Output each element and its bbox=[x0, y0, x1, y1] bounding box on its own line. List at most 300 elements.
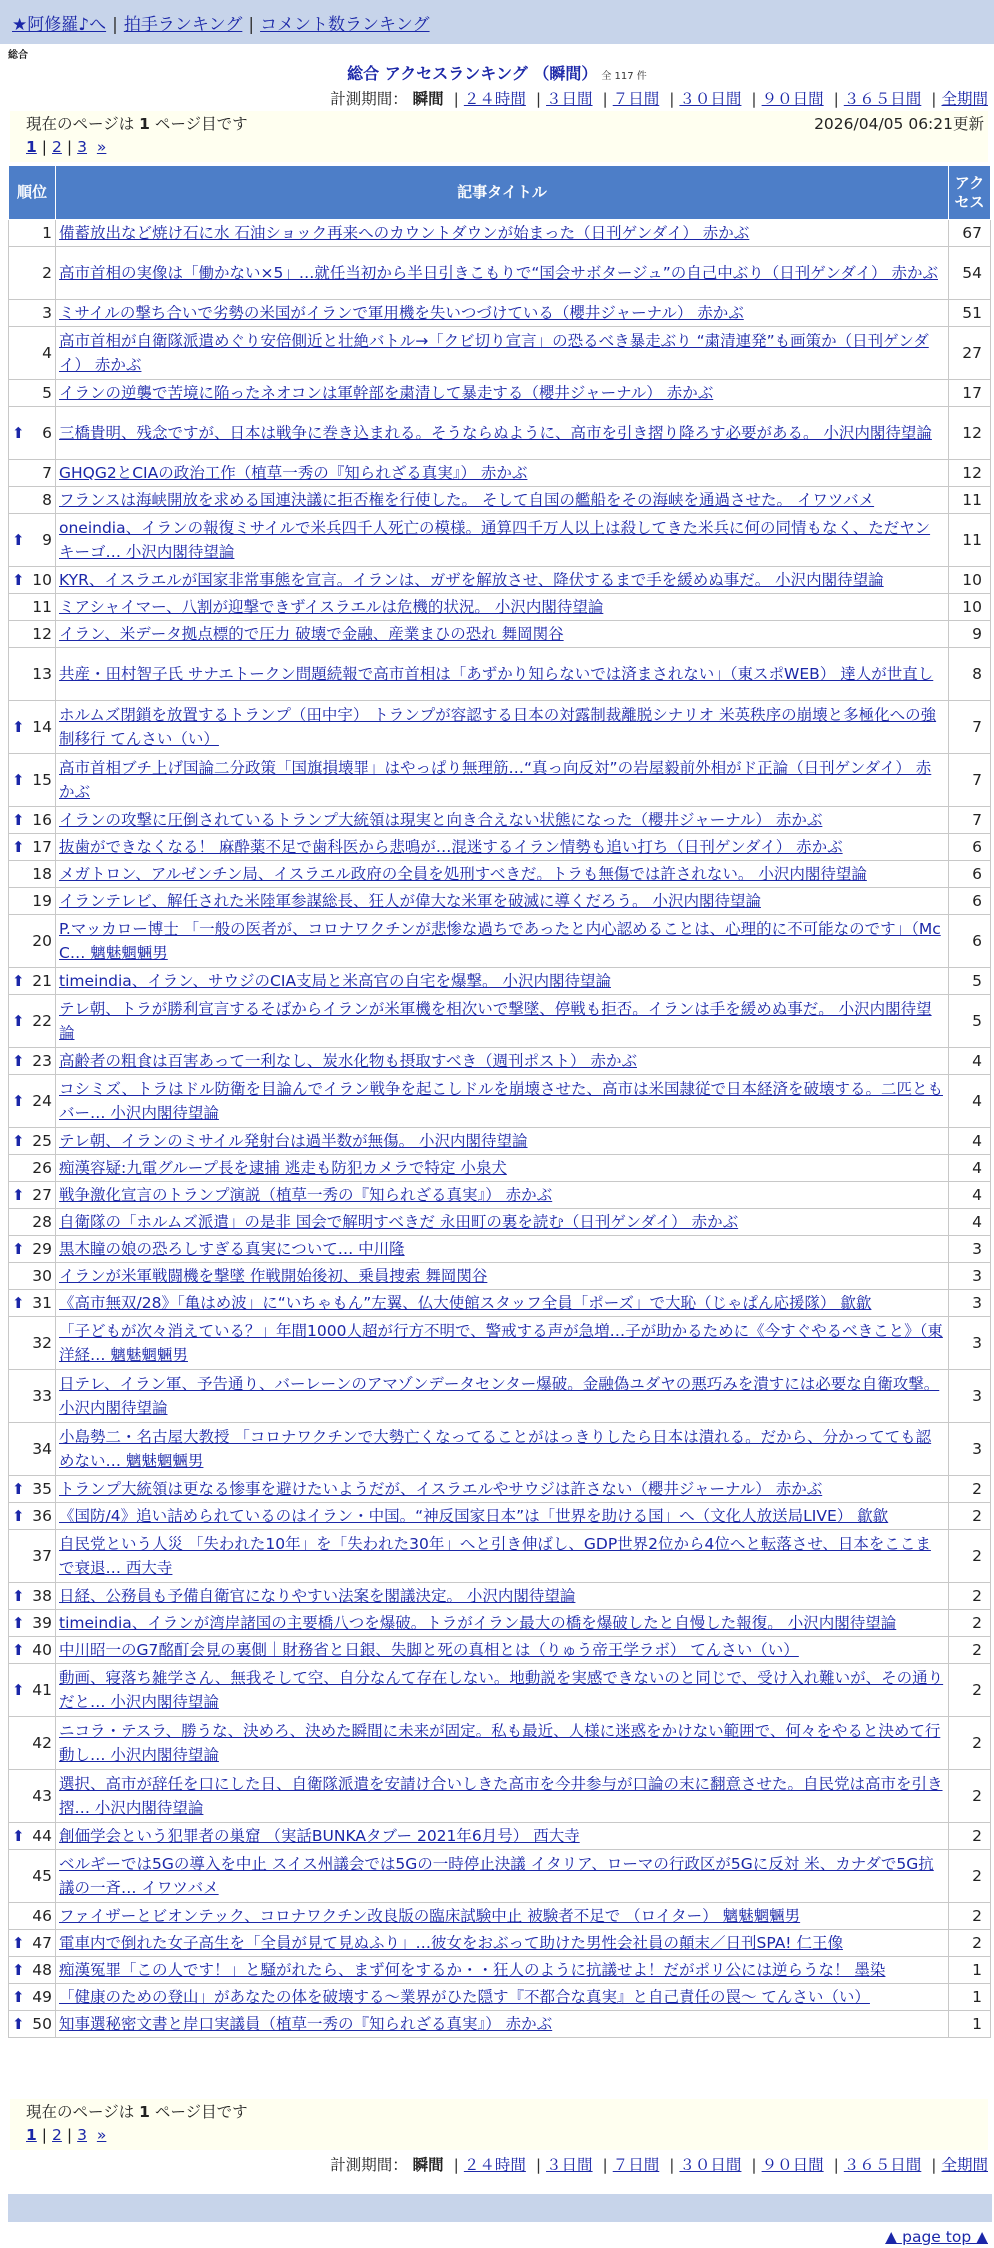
access-count: 2 bbox=[949, 1610, 991, 1637]
article-link[interactable]: 高市首相の実像は「働かない×5」…就任当初から半日引きこもりで“国会サボタージュ”の自己中ぶり（日刊ゲンダイ） 赤かぶ bbox=[59, 264, 938, 282]
rank-cell bbox=[9, 1583, 56, 1610]
rank-number: 29 bbox=[32, 1240, 52, 1258]
up-arrow-icon: ⬆ bbox=[12, 1961, 25, 1979]
access-count: 4 bbox=[949, 1155, 991, 1182]
up-arrow-icon: ⬆ bbox=[12, 1092, 25, 1110]
top-nav-bar bbox=[0, 0, 994, 44]
article-link[interactable]: ミサイルの撃ち合いで劣勢の米国がイランで軍用機を失いつづけている（櫻井ジャーナル） 赤かぶ bbox=[59, 304, 744, 322]
article-link[interactable]: ベルギーでは5Gの導入を中止 スイス州議会では5Gの一時停止決議 イタリア、ローマの行政区が5Gに反対 米、カナダで5G抗議の一斉… イワツバメ bbox=[59, 1855, 934, 1897]
up-arrow-icon: ⬆ bbox=[12, 424, 25, 442]
table-row bbox=[9, 1957, 991, 1984]
rank-number: 48 bbox=[32, 1961, 52, 1979]
title-cell bbox=[56, 1182, 949, 1209]
access-count: 2 bbox=[949, 1823, 991, 1850]
title-cell bbox=[56, 594, 949, 621]
table-row bbox=[9, 1290, 991, 1317]
rank-cell bbox=[9, 1503, 56, 1530]
period-all[interactable]: 全期間 bbox=[941, 2156, 988, 2174]
access-count: 1 bbox=[949, 1957, 991, 1984]
title-cell bbox=[56, 487, 949, 514]
title-cell bbox=[56, 407, 949, 460]
article-link[interactable]: テレ朝、トラが勝利宣言するそばからイランが米軍機を相次いで撃墜、停戦も拒否。イランは手を緩めぬ事だ。 小沢内閣待望論 bbox=[59, 1000, 932, 1042]
access-count: 3 bbox=[949, 1370, 991, 1423]
rank-cell bbox=[9, 460, 56, 487]
article-link[interactable]: 自衛隊の「ホルムズ派遣」の是非 国会で解明すべきだ 永田町の裏を読む（日刊ゲンダイ） 赤かぶ bbox=[59, 1213, 739, 1231]
rank-number: 7 bbox=[42, 464, 52, 482]
rank-number: 28 bbox=[32, 1213, 52, 1231]
rank-cell bbox=[9, 594, 56, 621]
applause-ranking-link[interactable]: 拍手ランキング bbox=[123, 15, 243, 35]
period-all[interactable]: 全期間 bbox=[941, 90, 988, 108]
table-row bbox=[9, 220, 991, 247]
rank-number: 20 bbox=[32, 932, 52, 950]
article-link[interactable]: 「子どもが次々消えている？」年間1000人超が行方不明で、警戒する声が急増…子が助かるために《今すぐやるべきこと》（東洋経… 魑魅魍魎男 bbox=[59, 1322, 943, 1364]
up-arrow-icon: ⬆ bbox=[12, 571, 25, 589]
table-row bbox=[9, 754, 991, 807]
title-cell bbox=[56, 1075, 949, 1128]
title-cell bbox=[56, 1664, 949, 1717]
article-link[interactable]: 戦争激化宣言のトランプ演説（植草一秀の『知られざる真実』） 赤かぶ bbox=[59, 1186, 553, 1204]
rank-number: 14 bbox=[32, 718, 52, 736]
category-label: 総合 bbox=[8, 50, 28, 61]
rank-cell bbox=[9, 1903, 56, 1930]
rank-number: 45 bbox=[32, 1867, 52, 1885]
table-row bbox=[9, 995, 991, 1048]
ranking-title: 総合 アクセスランキング （瞬間） bbox=[347, 64, 598, 83]
rank-cell bbox=[9, 754, 56, 807]
article-link[interactable]: oneindia、イランの報復ミサイルで米兵四千人死亡の模様。通算四千万人以上は殺してきた米兵に何の同情もなく、ただヤンキーゴ… 小沢内閣待望論 bbox=[59, 519, 931, 561]
header-count: アクセス bbox=[949, 166, 991, 220]
rank-number: 23 bbox=[32, 1052, 52, 1070]
table-row bbox=[9, 888, 991, 915]
article-link[interactable]: 「健康のための登山」があなたの体を破壊する〜業界がひた隠す『不都合な真実』と自己責任の罠〜 てんさい（い） bbox=[59, 1988, 870, 2006]
access-count: 1 bbox=[949, 1984, 991, 2011]
table-row bbox=[9, 1610, 991, 1637]
period-24h[interactable]: ２４時間 bbox=[463, 2156, 526, 2174]
title-cell bbox=[56, 968, 949, 995]
rank-number: 47 bbox=[32, 1934, 52, 1952]
rank-number: 42 bbox=[32, 1734, 52, 1752]
access-count: 3 bbox=[949, 1263, 991, 1290]
up-arrow-icon: ⬆ bbox=[12, 811, 25, 829]
title-cell bbox=[56, 1370, 949, 1423]
current-page-text: 現在のページは 1 ページ目です bbox=[26, 115, 248, 133]
access-count: 5 bbox=[949, 995, 991, 1048]
rank-number: 44 bbox=[32, 1827, 52, 1845]
article-link[interactable]: 痴漢容疑:九電グループ長を逮捕 逃走も防犯カメラで特定 小泉犬 bbox=[59, 1159, 507, 1177]
page-1-link[interactable]: 1 bbox=[26, 138, 37, 156]
access-count: 7 bbox=[949, 701, 991, 754]
rank-number: 16 bbox=[32, 811, 52, 829]
rank-number: 2 bbox=[42, 264, 52, 282]
rank-number: 32 bbox=[32, 1334, 52, 1352]
up-arrow-icon: ⬆ bbox=[12, 2015, 25, 2033]
rank-cell bbox=[9, 300, 56, 327]
page-info-bottom bbox=[10, 2099, 988, 2150]
period-30d[interactable]: ３０日間 bbox=[679, 2156, 742, 2174]
rank-number: 31 bbox=[32, 1294, 52, 1312]
next-page-link[interactable]: » bbox=[96, 2126, 107, 2144]
title-cell bbox=[56, 1717, 949, 1770]
up-arrow-icon: ⬆ bbox=[12, 1988, 25, 2006]
access-count: 2 bbox=[949, 1637, 991, 1664]
period-label: 計測期間： bbox=[330, 2156, 408, 2174]
up-arrow-icon: ⬆ bbox=[12, 1934, 25, 1952]
title-cell bbox=[56, 380, 949, 407]
title-cell bbox=[56, 1128, 949, 1155]
rank-number: 41 bbox=[32, 1681, 52, 1699]
pagination-bottom: 1 | 2 | 3 » bbox=[26, 2126, 107, 2144]
rank-number: 33 bbox=[32, 1387, 52, 1405]
article-link[interactable]: イランが米軍戦闘機を撃墜 作戦開始後初、乗員捜索 舞岡関谷 bbox=[59, 1267, 488, 1285]
access-count: 6 bbox=[949, 888, 991, 915]
rank-number: 39 bbox=[32, 1614, 52, 1632]
rank-number: 26 bbox=[32, 1159, 52, 1177]
article-link[interactable]: 高市首相が自衛隊派遣めぐり安倍側近と壮絶バトル→「クビ切り宣言」の恐るべき暴走ぶり “粛清連発”も画策か（日刊ゲンダイ） 赤かぶ bbox=[59, 332, 929, 374]
title-cell bbox=[56, 861, 949, 888]
access-count: 4 bbox=[949, 1128, 991, 1155]
article-link[interactable]: 高市首相ブチ上げ国論二分政策「国旗損壊罪」はやっぱり無理筋…“真っ向反対”の岩屋毅前外相がド正論（日刊ゲンダイ） 赤かぶ bbox=[59, 759, 932, 801]
rank-cell bbox=[9, 1957, 56, 1984]
up-arrow-icon: ⬆ bbox=[12, 1052, 25, 1070]
table-row bbox=[9, 1530, 991, 1583]
article-link[interactable]: 日テレ、イラン軍、予告通り、バーレーンのアマゾンデータセンター爆破。金融偽ユダヤの悪巧みを潰すには必要な自衛攻撃。 小沢内閣待望論 bbox=[59, 1375, 940, 1417]
article-link[interactable]: コシミズ、トラはドル防衛を目論んでイラン戦争を起こしドルを崩壊させた、高市は米国隷従で日本経済を破壊する。二匹ともバー… 小沢内閣待望論 bbox=[59, 1080, 943, 1122]
title-cell bbox=[56, 1850, 949, 1903]
rank-cell bbox=[9, 1290, 56, 1317]
period-30d[interactable]: ３０日間 bbox=[679, 90, 742, 108]
table-row bbox=[9, 1155, 991, 1182]
up-arrow-icon: ⬆ bbox=[12, 718, 25, 736]
rank-cell bbox=[9, 567, 56, 594]
period-label: 計測期間： bbox=[330, 90, 408, 108]
table-row bbox=[9, 1048, 991, 1075]
rank-number: 38 bbox=[32, 1587, 52, 1605]
comment-ranking-link[interactable]: コメント数ランキング bbox=[260, 15, 430, 35]
rank-number: 19 bbox=[32, 892, 52, 910]
page-title bbox=[0, 61, 994, 84]
article-link[interactable]: イランの攻撃に圧倒されているトランプ大統領は現実と向き合えない状態になった（櫻井ジャーナル） 赤かぶ bbox=[59, 811, 823, 829]
access-count: 4 bbox=[949, 1048, 991, 1075]
table-row bbox=[9, 460, 991, 487]
next-page-link[interactable]: » bbox=[96, 138, 107, 156]
table-row bbox=[9, 1984, 991, 2011]
table-row bbox=[9, 1075, 991, 1128]
table-row bbox=[9, 648, 991, 701]
period-3d[interactable]: ３日間 bbox=[546, 90, 593, 108]
article-link[interactable]: 創価学会という犯罪者の巣窟 （実話BUNKAタブー 2021年6月号） 西大寺 bbox=[59, 1827, 580, 1845]
title-cell bbox=[56, 1610, 949, 1637]
table-row bbox=[9, 1128, 991, 1155]
up-arrow-icon: ⬆ bbox=[12, 1132, 25, 1150]
title-cell bbox=[56, 1770, 949, 1823]
access-count: 6 bbox=[949, 861, 991, 888]
article-link[interactable]: 動画、寝落ち雑学さん、無我そして空、自分なんて存在しない。地動説を実感できないのと同じで、受け入れ難いが、その通りだと… 小沢内閣待望論 bbox=[59, 1669, 944, 1711]
period-current: 瞬間 bbox=[412, 90, 444, 108]
title-cell bbox=[56, 327, 949, 380]
page-3-link[interactable]: 3 bbox=[77, 2126, 88, 2144]
access-count: 67 bbox=[949, 220, 991, 247]
access-count: 2 bbox=[949, 1770, 991, 1823]
table-row bbox=[9, 1209, 991, 1236]
access-count: 11 bbox=[949, 514, 991, 567]
up-arrow-icon: ⬆ bbox=[12, 1186, 25, 1204]
title-cell bbox=[56, 701, 949, 754]
rank-number: 22 bbox=[32, 1012, 52, 1030]
access-count: 54 bbox=[949, 247, 991, 300]
table-row bbox=[9, 2011, 991, 2038]
up-arrow-icon: ⬆ bbox=[12, 1641, 25, 1659]
page-top-link[interactable]: ▲ page top ▲ bbox=[885, 2228, 988, 2246]
access-count: 2 bbox=[949, 1530, 991, 1583]
table-row bbox=[9, 621, 991, 648]
title-cell bbox=[56, 1984, 949, 2011]
table-row bbox=[9, 807, 991, 834]
table-row bbox=[9, 380, 991, 407]
rank-cell bbox=[9, 1664, 56, 1717]
title-cell bbox=[56, 1236, 949, 1263]
table-row bbox=[9, 861, 991, 888]
rank-cell bbox=[9, 247, 56, 300]
access-count: 6 bbox=[949, 834, 991, 861]
rank-number: 40 bbox=[32, 1641, 52, 1659]
article-link[interactable]: メガトロン、アルゼンチン局、イスラエル政府の全員を処刑すべきだ。トラも無傷では許されない。 小沢内閣待望論 bbox=[59, 865, 867, 883]
period-90d[interactable]: ９０日間 bbox=[761, 2156, 824, 2174]
article-link[interactable]: 《国防/4》追い詰められているのはイラン・中国。“神反国家日本”は「世界を助ける国」へ（文化人放送局LIVE） 歙歙 bbox=[59, 1507, 889, 1525]
rank-cell bbox=[9, 995, 56, 1048]
article-link[interactable]: 知事選秘密文書と岸口実議員（植草一秀の『知られざる真実』） 赤かぶ bbox=[59, 2015, 553, 2033]
title-cell bbox=[56, 247, 949, 300]
access-count: 3 bbox=[949, 1423, 991, 1476]
title-cell bbox=[56, 1155, 949, 1182]
access-count: 3 bbox=[949, 1236, 991, 1263]
access-count: 2 bbox=[949, 1583, 991, 1610]
article-link[interactable]: テレ朝、イランのミサイル発射台は過半数が無傷。 小沢内閣待望論 bbox=[59, 1132, 528, 1150]
article-link[interactable]: GHQG2とCIAの政治工作（植草一秀の『知られざる真実』） 赤かぶ bbox=[59, 464, 528, 482]
updated-time: 2026/04/05 06:21更新 bbox=[814, 115, 984, 133]
title-cell bbox=[56, 1263, 949, 1290]
header-title: 記事タイトル bbox=[56, 166, 949, 220]
page-2-link[interactable]: 2 bbox=[52, 2126, 62, 2144]
article-link[interactable]: イラン、米データ拠点標的で圧力 破壊で金融、産業まひの恐れ 舞岡関谷 bbox=[59, 625, 564, 643]
table-row bbox=[9, 1583, 991, 1610]
table-row bbox=[9, 1317, 991, 1370]
rank-cell bbox=[9, 1717, 56, 1770]
rank-number: 11 bbox=[32, 598, 52, 616]
article-link[interactable]: KYR、イスラエルが国家非常事態を宣言。イランは、ガザを解放させ、降伏するまで手を緩めぬ事だ。 小沢内閣待望論 bbox=[59, 571, 884, 589]
rank-cell bbox=[9, 514, 56, 567]
page-1-link[interactable]: 1 bbox=[26, 2126, 37, 2144]
access-count: 6 bbox=[949, 915, 991, 968]
rank-cell bbox=[9, 1236, 56, 1263]
title-cell bbox=[56, 621, 949, 648]
rank-cell bbox=[9, 1930, 56, 1957]
article-link[interactable]: 中川昭一のG7酩酊会見の裏側｜財務省と日銀、失脚と死の真相とは（りゅう帝王学ラボ） てんさい（い） bbox=[59, 1641, 799, 1659]
article-link[interactable]: timeindia、イランが湾岸諸国の主要橋八つを爆破。トラがイラン最大の橋を爆破したと自慢した報復。 小沢内閣待望論 bbox=[59, 1614, 897, 1632]
table-row bbox=[9, 1823, 991, 1850]
rank-cell bbox=[9, 1610, 56, 1637]
article-link[interactable]: 共産・田村智子氏 サナエトークン問題続報で高市首相は「あずかり知らないでは済まされない」（東スポWEB） 達人が世直し bbox=[59, 665, 934, 683]
table-row bbox=[9, 247, 991, 300]
title-cell bbox=[56, 1317, 949, 1370]
page-3-link[interactable]: 3 bbox=[77, 138, 88, 156]
title-cell bbox=[56, 567, 949, 594]
rank-cell bbox=[9, 807, 56, 834]
rank-cell bbox=[9, 701, 56, 754]
rank-cell bbox=[9, 1637, 56, 1664]
rank-cell bbox=[9, 327, 56, 380]
rank-cell bbox=[9, 621, 56, 648]
table-row bbox=[9, 834, 991, 861]
article-link[interactable]: 三橋貴明、残念ですが、日本は戦争に巻き込まれる。そうならぬように、高市を引き摺り降ろす必要がある。 小沢内閣待望論 bbox=[59, 424, 932, 442]
rank-number: 3 bbox=[42, 304, 52, 322]
rank-number: 27 bbox=[32, 1186, 52, 1204]
article-link[interactable]: イランテレビ、解任された米陸軍参謀総長、狂人が偉大な米軍を破滅に導くだろう。 小沢内閣待望論 bbox=[59, 892, 761, 910]
access-count: 2 bbox=[949, 1930, 991, 1957]
title-cell bbox=[56, 807, 949, 834]
table-row bbox=[9, 1637, 991, 1664]
up-arrow-icon: ⬆ bbox=[12, 1614, 25, 1632]
title-cell bbox=[56, 1530, 949, 1583]
rank-number: 9 bbox=[42, 531, 52, 549]
access-count: 51 bbox=[949, 300, 991, 327]
rank-number: 18 bbox=[32, 865, 52, 883]
article-link[interactable]: ニコラ・テスラ、勝うな、決めろ、決めた瞬間に未来が固定。私も最近、人様に迷惑をかけない範囲で、何々をやると決めて行動し… 小沢内閣待望論 bbox=[59, 1722, 941, 1764]
up-arrow-icon: ⬆ bbox=[12, 1012, 25, 1030]
rank-number: 10 bbox=[32, 571, 52, 589]
rank-cell bbox=[9, 861, 56, 888]
article-link[interactable]: フランスは海峡開放を求める国連決議に拒否権を行使した。 そして自国の艦船をその海峡を通過させた。 イワツバメ bbox=[59, 491, 875, 509]
period-7d[interactable]: ７日間 bbox=[612, 90, 660, 108]
access-count: 8 bbox=[949, 648, 991, 701]
rank-number: 37 bbox=[32, 1547, 52, 1565]
article-link[interactable]: 備蓄放出など焼け石に水 石油ショック再来へのカウントダウンが始まった（日刊ゲンダイ） 赤かぶ bbox=[59, 224, 750, 242]
period-7d[interactable]: ７日間 bbox=[612, 2156, 660, 2174]
access-count: 17 bbox=[949, 380, 991, 407]
bottom-bar bbox=[8, 2194, 992, 2222]
up-arrow-icon: ⬆ bbox=[12, 1507, 25, 1525]
rank-cell bbox=[9, 1182, 56, 1209]
period-365d[interactable]: ３６５日間 bbox=[843, 2156, 922, 2174]
rank-cell bbox=[9, 380, 56, 407]
article-link[interactable]: 黒木瞳の娘の恐ろしすぎる真実について… 中川隆 bbox=[59, 1240, 405, 1258]
period-selector-bottom: 計測期間： 瞬間 | ２４時間 | ３日間 | ７日間 | ３０日間 | ９０日間 | ３６５日間 | 全期間 bbox=[330, 2156, 988, 2174]
table-row bbox=[9, 567, 991, 594]
table-row bbox=[9, 1850, 991, 1903]
rank-cell bbox=[9, 487, 56, 514]
table-row bbox=[9, 1476, 991, 1503]
access-count: 2 bbox=[949, 1850, 991, 1903]
access-count: 4 bbox=[949, 1182, 991, 1209]
page-2-link[interactable]: 2 bbox=[52, 138, 62, 156]
title-cell bbox=[56, 1503, 949, 1530]
article-link[interactable]: ファイザーとビオンテック、コロナワクチン改良版の臨床試験中止 被験者不足で （ロイター） 魑魅魍魎男 bbox=[59, 1907, 801, 1925]
rank-number: 35 bbox=[32, 1480, 52, 1498]
article-link[interactable]: P.マッカロー博士 「一般の医者が、コロナワクチンが悲惨な過ちであったと内心認めることは、心理的に不可能なのです」（McC… 魑魅魍魎男 bbox=[59, 920, 941, 962]
period-3d[interactable]: ３日間 bbox=[546, 2156, 593, 2174]
period-selector-top: 計測期間： 瞬間 | ２４時間 | ３日間 | ７日間 | ３０日間 | ９０日間 | ３６５日間 | 全期間 bbox=[330, 90, 988, 108]
access-count: 3 bbox=[949, 1290, 991, 1317]
article-link[interactable]: 電車内で倒れた女子高生を「全員が見て見ぬふり」…彼女をおぶって助けた男性会社員の顛末／日刊SPA! 仁王像 bbox=[59, 1934, 843, 1952]
period-current: 瞬間 bbox=[412, 2156, 444, 2174]
rank-number: 13 bbox=[32, 665, 52, 683]
table-row bbox=[9, 327, 991, 380]
table-row bbox=[9, 701, 991, 754]
article-link[interactable]: ホルムズ閉鎖を放置するトランプ（田中宇） トランプが容認する日本の対露制裁離脱シナリオ 米英秩序の崩壊と多極化への強制移行 てんさい（い） bbox=[59, 706, 937, 748]
title-cell bbox=[56, 834, 949, 861]
rank-number: 49 bbox=[32, 1988, 52, 2006]
title-cell bbox=[56, 1903, 949, 1930]
title-cell bbox=[56, 1637, 949, 1664]
access-count: 2 bbox=[949, 1476, 991, 1503]
rank-number: 6 bbox=[42, 424, 52, 442]
title-cell bbox=[56, 888, 949, 915]
rank-cell bbox=[9, 888, 56, 915]
article-link[interactable]: 抜歯ができなくなる！ 麻酔薬不足で歯科医から悲鳴が…混迷するイラン情勢も追い打ち（日刊ゲンダイ） 赤かぶ bbox=[59, 838, 843, 856]
title-cell bbox=[56, 220, 949, 247]
article-link[interactable]: timeindia、イラン、サウジのCIA支局と米高官の自宅を爆撃。 小沢内閣待望論 bbox=[59, 972, 611, 990]
article-link[interactable]: イランの逆襲で苦境に陥ったネオコンは軍幹部を粛清して暴走する（櫻井ジャーナル） 赤かぶ bbox=[59, 384, 714, 402]
access-count: 4 bbox=[949, 1075, 991, 1128]
article-link[interactable]: 自民党という人災 「失われた10年」を「失われた30年」へと引き伸ばし、GDP世界2位から4位へと転落させ、日本をここまで衰退… 西大寺 bbox=[59, 1535, 931, 1577]
up-arrow-icon: ⬆ bbox=[12, 1827, 25, 1845]
access-count: 1 bbox=[949, 2011, 991, 2038]
access-count: 10 bbox=[949, 567, 991, 594]
period-24h[interactable]: ２４時間 bbox=[463, 90, 526, 108]
article-link[interactable]: 痴漢冤罪「この人です！」と騒がれたら、まず何をするか・・狂人のように抗議せよ！だがポリ公には逆らうな！ 墨染 bbox=[59, 1961, 886, 1979]
table-row bbox=[9, 1263, 991, 1290]
title-cell bbox=[56, 1290, 949, 1317]
article-link[interactable]: 選択、高市が辞任を口にした日、自衛隊派遣を安請け合いしきた高市を今井参与が口論の末に翻意させた。自民党は高市を引き摺… 小沢内閣待望論 bbox=[59, 1775, 943, 1817]
access-count: 12 bbox=[949, 407, 991, 460]
access-count: 4 bbox=[949, 1209, 991, 1236]
table-row bbox=[9, 1236, 991, 1263]
article-link[interactable]: 日経、公務員も予備自衛官になりやすい法案を閣議決定。 小沢内閣待望論 bbox=[59, 1587, 576, 1605]
access-count: 2 bbox=[949, 1717, 991, 1770]
rank-cell bbox=[9, 1048, 56, 1075]
rank-cell bbox=[9, 1075, 56, 1128]
rank-cell bbox=[9, 1128, 56, 1155]
article-link[interactable]: 《高市無双/28》「亀はめ波」に“いちゃもん”左翼、仏大使館スタッフ全員「ポーズ」で大恥（じゃぱん応援隊） 歙歙 bbox=[59, 1294, 872, 1312]
article-link[interactable]: ミアシャイマー、八割が迎撃できずイスラエルは危機的状況。 小沢内閣待望論 bbox=[59, 598, 604, 616]
home-link[interactable]: ★阿修羅♪へ bbox=[12, 15, 107, 35]
rank-cell bbox=[9, 407, 56, 460]
rank-cell bbox=[9, 1770, 56, 1823]
rank-cell bbox=[9, 2011, 56, 2038]
rank-number: 30 bbox=[32, 1267, 52, 1285]
table-row bbox=[9, 1182, 991, 1209]
article-link[interactable]: トランプ大統領は更なる惨事を避けたいようだが、イスラエルやサウジは許さない（櫻井ジャーナル） 赤かぶ bbox=[59, 1480, 823, 1498]
access-count: 9 bbox=[949, 621, 991, 648]
rank-cell bbox=[9, 1984, 56, 2011]
title-cell bbox=[56, 754, 949, 807]
article-link[interactable]: 小島勢二・名古屋大教授 「コロナワクチンで大勢亡くなってることがはっきりしたら日本は潰れる。だから、分かってても認めない… 魑魅魍魎男 bbox=[59, 1428, 932, 1470]
rank-number: 21 bbox=[32, 972, 52, 990]
period-90d[interactable]: ９０日間 bbox=[761, 90, 824, 108]
title-cell bbox=[56, 460, 949, 487]
title-cell bbox=[56, 300, 949, 327]
current-page-text: 現在のページは 1 ページ目です bbox=[26, 2103, 248, 2121]
access-count: 7 bbox=[949, 754, 991, 807]
rank-cell bbox=[9, 1850, 56, 1903]
up-arrow-icon: ⬆ bbox=[12, 771, 25, 789]
total-count: 全 117 件 bbox=[601, 71, 647, 82]
up-arrow-icon: ⬆ bbox=[12, 1480, 25, 1498]
article-link[interactable]: 高齢者の粗食は百害あって一利なし、炭水化物も摂取すべき（週刊ポスト） 赤かぶ bbox=[59, 1052, 637, 1070]
period-365d[interactable]: ３６５日間 bbox=[843, 90, 922, 108]
access-count: 3 bbox=[949, 1317, 991, 1370]
rank-number: 17 bbox=[32, 838, 52, 856]
